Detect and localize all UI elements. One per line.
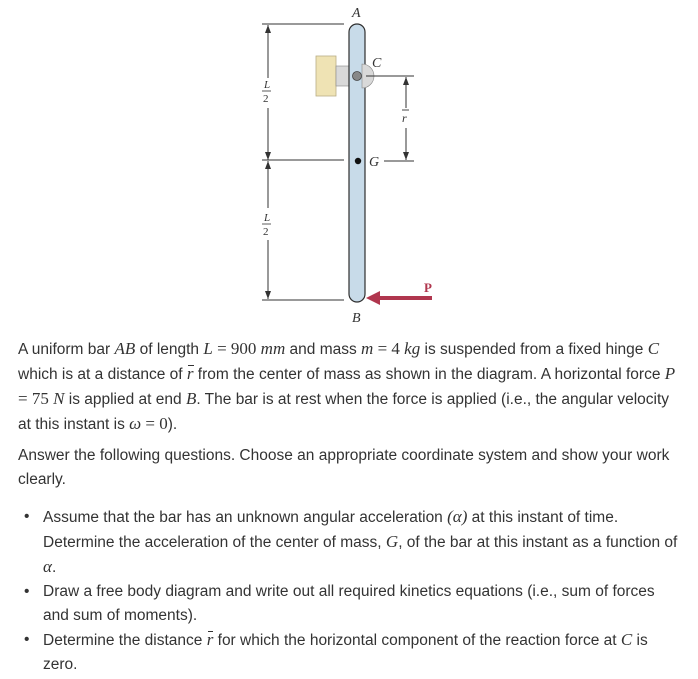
dimension-half-length-lower [262, 160, 344, 300]
svg-text:L: L [264, 212, 271, 224]
force-p-arrow [366, 291, 432, 305]
instructions-paragraph: Answer the following questions. Choose an appropriate coordinate system and show your work clearly. [18, 447, 670, 488]
question-item-acceleration: • Assume that the bar has an unknown angular acceleration (α) at this instant of time. Determine the acceleration of the center of mass, G, of the bar at this instant as a function of α. [24, 507, 678, 576]
label-b: B [352, 311, 361, 326]
center-of-mass-g-dot [355, 158, 361, 164]
dimension-r-bar [366, 76, 414, 161]
label-p: P [424, 280, 432, 295]
label-r-bar [402, 110, 409, 125]
svg-text:r: r [402, 111, 407, 125]
label-g: G [369, 155, 380, 170]
svg-text:2: 2 [263, 93, 269, 105]
label-l-over-2-lower [262, 212, 271, 238]
label-c: C [372, 56, 382, 71]
label-a: A [352, 6, 361, 21]
problem-statement: A uniform bar AB of length L = 900 mm and mass m = 4 kg is suspended from a fixed hinge C which is at a distance of r from the center of mass as shown in the diagram. A horizontal force P = 75 N is applied at end B. The bar is at rest when the force is applied (i.e., the angular velocity at this instant is ω = 0). [18, 339, 676, 433]
question-list [18, 505, 678, 677]
svg-text:2: 2 [263, 226, 269, 238]
question-item-distance: • Determine the distance r for which the horizontal component of the reaction force at C is zero. [24, 630, 648, 673]
bar-diagram [0, 0, 698, 330]
label-l-over-2-upper [262, 79, 271, 105]
question-item-free-body-diagram: • Draw a free body diagram and write out all required kinetics equations (i.e., sum of forces and sum of moments). [24, 583, 655, 624]
svg-text:L: L [264, 79, 271, 91]
